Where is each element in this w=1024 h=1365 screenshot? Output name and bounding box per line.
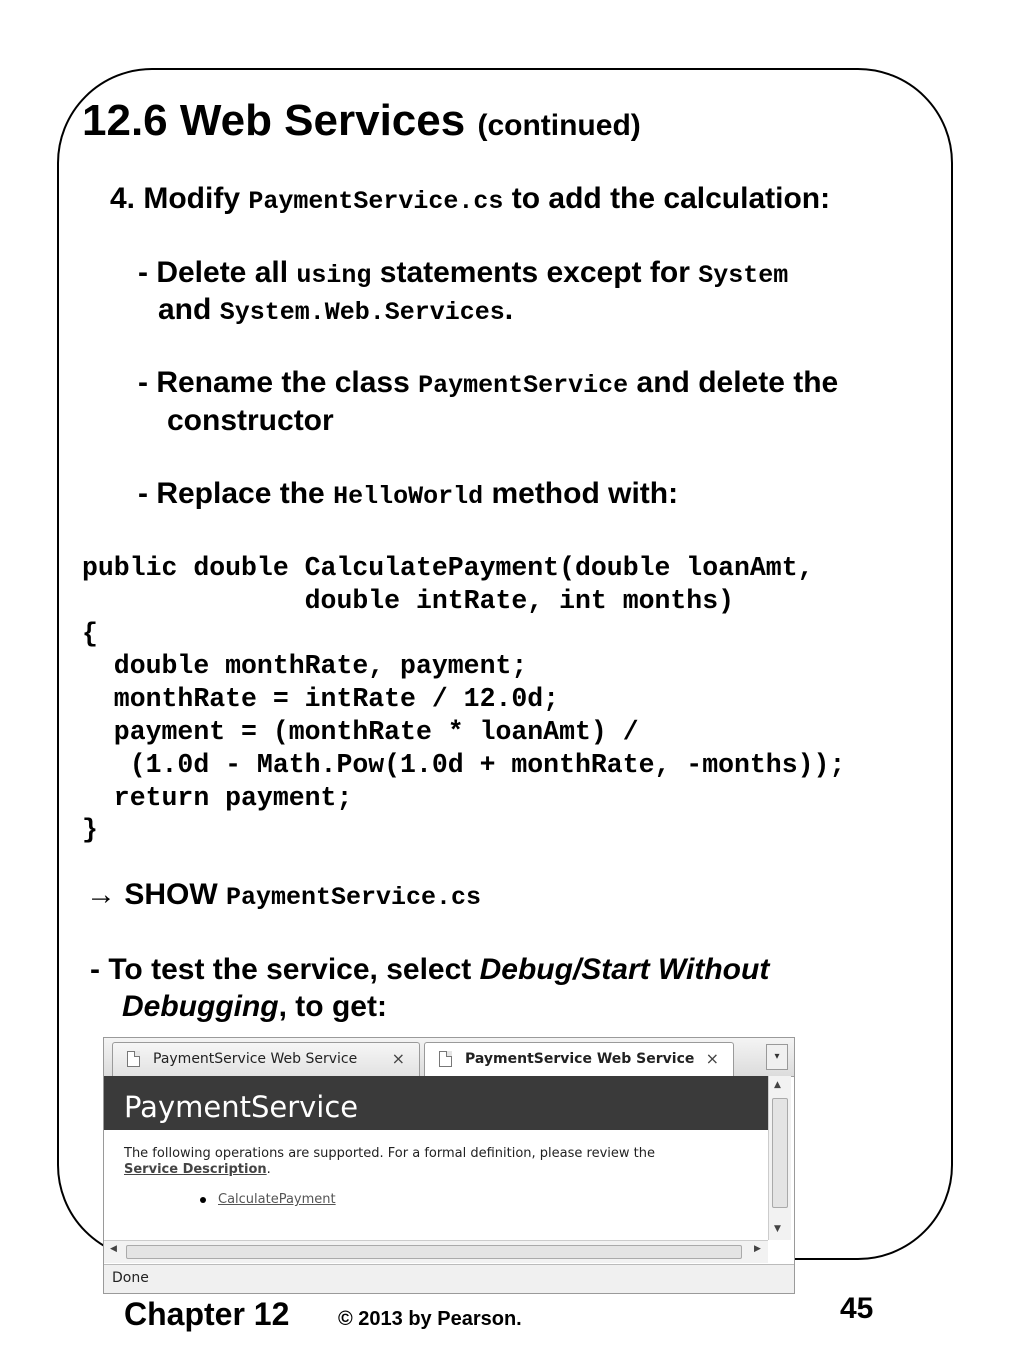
tab-list-button[interactable]: ▾ [766,1044,788,1070]
horizontal-scroll-thumb[interactable] [126,1245,742,1259]
step-prefix: 4. Modify [110,182,241,215]
description-text: The following operations are supported. For a formal definition, please review the [124,1146,656,1161]
bullet1-namespace-1: System [698,261,789,290]
bullet-delete-using-line2 [158,293,513,327]
page-icon [127,1051,140,1067]
bullet3-suffix: method with: [491,477,679,510]
page-icon [439,1051,452,1067]
bullet1-middle: statements except for [379,256,690,289]
bullet1-namespace-2: System.Web.Services [219,298,505,327]
step-4 [110,182,830,216]
browser-tab-2[interactable] [424,1042,734,1077]
tab-2-label: PaymentService Web Service [465,1051,695,1067]
footer-chapter: Chapter 12 [124,1296,290,1332]
code-block: public double CalculatePayment(double loanAmt, double intRate, int months) { double monthRate, payment; monthRate = intRate / 12.0d; payment = (monthRate * loanAmt) / (1.0d - Math.Pow(1.0d + monthRate, -months)); return payment; } [82,553,846,846]
bullet1-prefix: - Delete all [138,256,289,289]
bullet1-and: and [158,293,212,326]
slide-title [82,96,641,146]
bullet2-prefix: - Rename the class [138,366,410,399]
horizontal-scrollbar[interactable] [104,1240,768,1263]
status-bar: Done [104,1264,794,1294]
page-number: 45 [840,1292,874,1325]
bullet3-method: HelloWorld [333,482,484,511]
test-line-2 [122,990,387,1024]
operations-description [124,1146,655,1178]
bullet1-keyword: using [296,261,372,290]
show-file: PaymentService.cs [226,883,482,912]
scroll-right-icon[interactable]: ▶ [754,1244,761,1254]
bullet-replace-method [138,477,678,511]
operation-list-item [200,1192,336,1207]
calculate-payment-link[interactable]: CalculatePayment [218,1192,336,1207]
tab-1-label: PaymentService Web Service [153,1051,358,1067]
browser-screenshot [103,1037,795,1294]
bullet-rename-class-line2: constructor [167,404,334,437]
page-viewport [104,1076,768,1240]
service-description-link[interactable]: Service Description [124,1162,267,1177]
tab-bar [104,1038,794,1077]
test-line [90,953,769,987]
bullet3-prefix: - Replace the [138,477,325,510]
scroll-up-icon[interactable]: ▲ [774,1080,781,1090]
footer-copyright: © 2013 by Pearson. [338,1308,522,1330]
title-suffix: (continued) [477,109,641,142]
menu-debug: Debug [479,953,573,986]
test-prefix: - To test the service, select [90,953,472,986]
close-icon[interactable]: × [705,1049,719,1068]
bullet-icon [200,1197,206,1203]
bullet1-end: . [504,293,514,326]
description-end: . [266,1162,271,1177]
menu-separator: / [572,953,582,986]
show-label: → SHOW [86,878,218,911]
title-text: 12.6 Web Services [82,96,466,145]
step-suffix: to add the calculation: [511,182,831,215]
close-icon[interactable]: × [391,1049,405,1068]
show-line [86,878,481,912]
browser-tab-1[interactable] [112,1042,420,1076]
step-file: PaymentService.cs [248,187,504,216]
service-heading: PaymentService [104,1076,768,1130]
menu-debugging: Debugging [122,990,279,1023]
test-suffix: , to get: [278,990,387,1023]
bullet2-suffix: and delete the [636,366,839,399]
vertical-scroll-thumb[interactable] [772,1098,788,1208]
bullet2-class: PaymentService [418,371,629,400]
menu-start-without: Start Without [581,953,770,986]
scroll-left-icon[interactable]: ◀ [110,1244,117,1254]
bullet-delete-using [138,256,788,290]
scroll-down-icon[interactable]: ▼ [774,1224,781,1234]
bullet-rename-class [138,366,838,400]
vertical-scrollbar[interactable] [768,1076,791,1240]
